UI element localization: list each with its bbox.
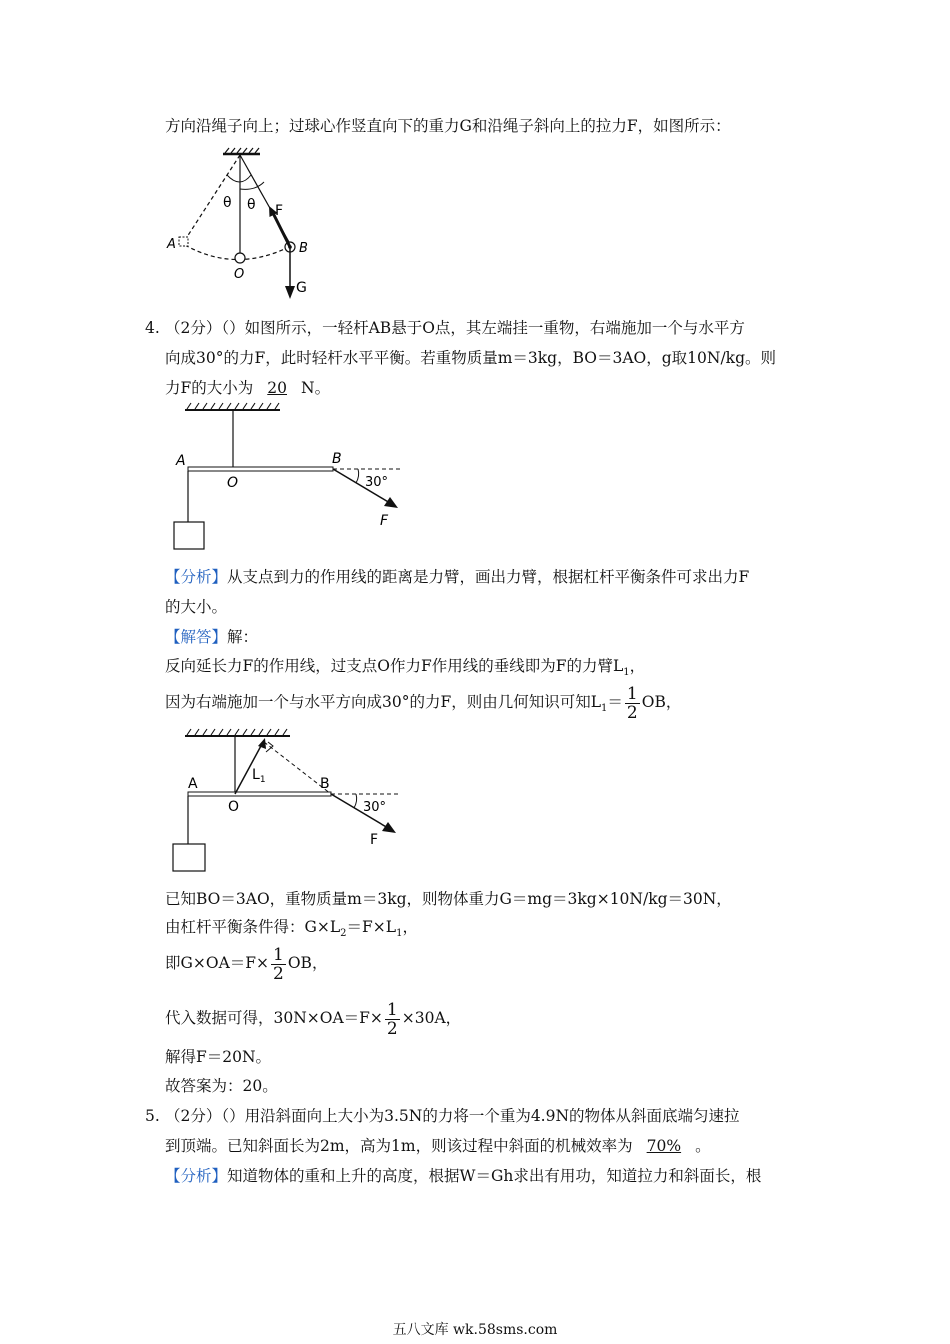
angle-label: 30° (363, 800, 387, 815)
question-number: 5. (145, 1107, 160, 1125)
point-label-b: B (320, 776, 330, 792)
question-text: 力F的大小为 20 N。 (165, 379, 331, 397)
question-text: （2分）（）如图所示，一轻杆AB悬于O点，其左端挂一重物，右端施加一个与水平方 (165, 319, 745, 337)
analysis-tag: 【分析】 (165, 568, 228, 586)
text-line: 方向沿绳子向上；过球心作竖直向下的重力G和沿绳子斜向上的拉力F，如图所示： (165, 117, 731, 135)
solution-line: 因为右端施加一个与水平方向成30°的力F，则由几何知识可知$L_1=$ $\frac{1}{2}$ OB， (165, 683, 682, 723)
analysis-line: 【分析】知道物体的重和上升的高度，根据W＝Gh求出有用功，知道拉力和斜面长，根 (165, 1167, 762, 1185)
solution-line: 故答案为：20。 (165, 1077, 278, 1095)
point-label-a: A (188, 776, 198, 792)
point-label-o: O (234, 267, 245, 282)
analysis-tag: 【分析】 (165, 1167, 228, 1185)
fraction: $\frac{1}{2}$ (386, 999, 398, 1039)
answer-blank: 70% (646, 1137, 682, 1155)
lever-figure (170, 400, 410, 555)
point-label-a: A (176, 453, 186, 469)
question-text: 到顶端。已知斜面长为2m，高为1m，则该过程中斜面的机械效率为 70% 。 (165, 1137, 711, 1155)
angle-label: 30° (365, 475, 389, 490)
question-text: 向成30°的力F，此时轻杆水平平衡。若重物质量m＝3kg，BO＝3AO，g取10N/kg。则 (165, 349, 776, 367)
lever-arm-label: $L_1$ (252, 767, 266, 785)
force-label-f: F (275, 203, 284, 219)
question-number: 4. (145, 319, 160, 337)
theta-label: θ (223, 195, 232, 211)
analysis-line: 的大小。 (165, 598, 228, 616)
point-label-b: B (299, 241, 308, 256)
point-label-b: B (332, 451, 342, 467)
solution-line: 即G×OA＝F× $\frac{1}{2}$ OB， (165, 944, 328, 984)
point-label-a: A (167, 237, 176, 252)
solution-line: 代入数据可得，30N×OA＝F× $\frac{1}{2}$ ×30A， (165, 999, 462, 1039)
force-label-f: F (380, 513, 389, 529)
fraction: $\frac{1}{2}$ (273, 944, 284, 984)
answer-blank: 20 (267, 379, 287, 397)
question-text: （2分）（）用沿斜面向上大小为3.5N的力将一个重为4.9N的物体从斜面底端匀速拉 (165, 1107, 740, 1125)
analysis-line: 【分析】从支点到力的作用线的距离是力臂，画出力臂，根据杠杆平衡条件可求出力F (165, 568, 750, 586)
fraction: $\frac{1}{2}$ (626, 683, 638, 723)
point-label-o: O (227, 475, 239, 491)
solution-line: 反向延长力F的作用线，过支点O作力F作用线的垂线即为F的力臂$L_1$， (165, 657, 646, 679)
force-label-g: G (296, 280, 307, 296)
lever-arm-figure (160, 722, 410, 877)
solution-line: 解得F＝20N。 (165, 1048, 272, 1066)
solution-line: 由杠杆平衡条件得：$G\times L_2=F\times L_1$， (165, 918, 418, 940)
theta-label: θ (247, 197, 256, 213)
pendulum-figure (165, 145, 325, 305)
solution-line: 已知BO＝3AO，重物质量m＝3kg，则物体重力G＝mg＝3kg×10N/kg＝30N， (165, 890, 732, 908)
force-label-f: F (370, 832, 379, 848)
solution-tag: 【解答】 (165, 628, 228, 646)
solution-line: 【解答】解： (165, 628, 259, 646)
point-label-o: O (228, 799, 240, 815)
page-footer: 五八文库 wk.58sms.com (392, 1322, 558, 1338)
